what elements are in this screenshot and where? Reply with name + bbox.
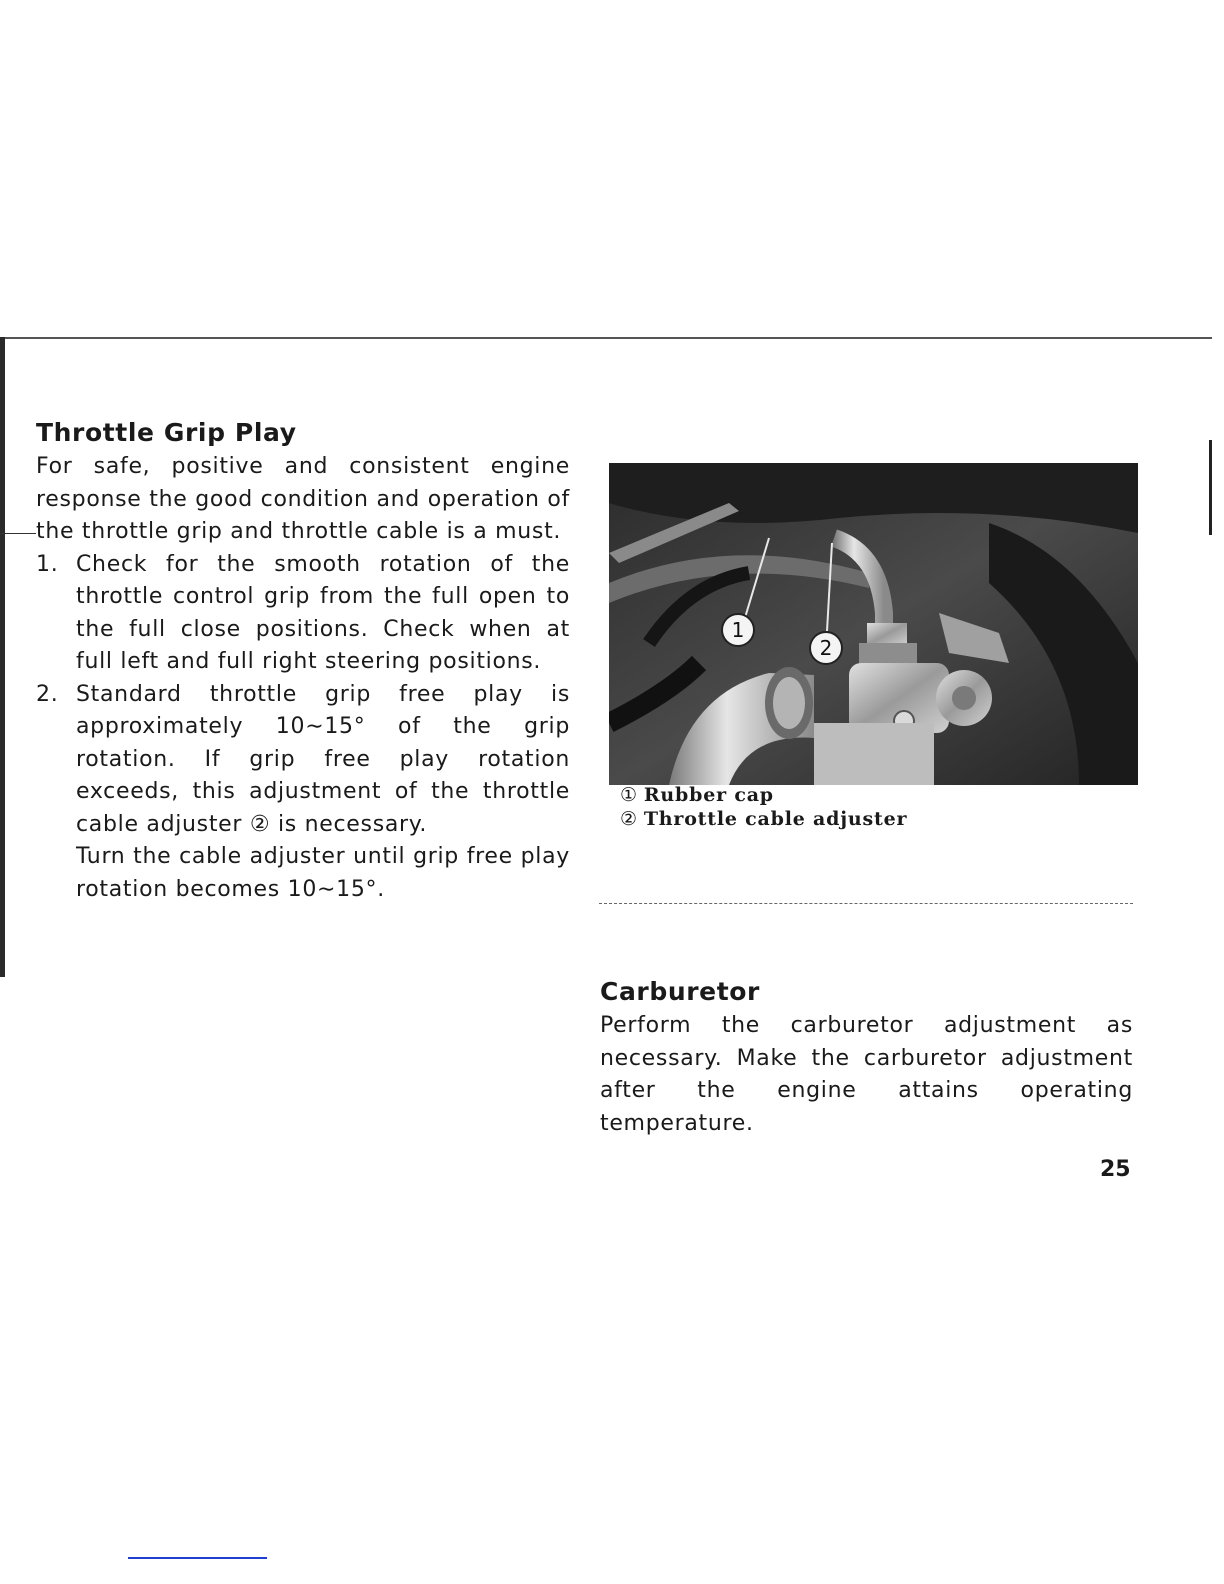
throttle-heading: Throttle Grip Play <box>36 418 297 447</box>
caption-line <box>620 807 907 831</box>
step-number: 2. <box>36 681 59 707</box>
caption-line <box>620 783 907 807</box>
figure-caption <box>620 783 907 831</box>
bottom-blue-line <box>128 1557 267 1559</box>
step-item <box>36 679 570 907</box>
bottom-left-rule <box>0 533 36 534</box>
callout-2-icon: 2 <box>809 631 843 665</box>
caption-text: Throttle cable adjuster <box>643 808 908 830</box>
throttle-steps <box>36 549 570 907</box>
left-edge-bar <box>0 337 5 977</box>
top-rule <box>0 337 1212 339</box>
throttle-section <box>36 418 570 906</box>
carburetor-section <box>600 977 1133 1140</box>
throttle-intro: For safe, positive and consistent engine response the good condition and operation of the throttle grip and throttle cable is a must. <box>36 454 570 544</box>
step-number: 1. <box>36 551 59 577</box>
page-number: 25 <box>1100 1157 1131 1182</box>
caption-mark: ② <box>620 808 638 830</box>
right-edge-bar <box>1209 440 1212 535</box>
carburetor-photo <box>609 463 1138 785</box>
caption-mark: ① <box>620 784 638 806</box>
carburetor-body: Perform the carburetor adjustment as necessary. Make the carburetor adjustment after the engine attains operating temperature. <box>600 1013 1133 1136</box>
step-paragraph: Standard throttle grip free play is approximately 10∼15° of the grip rotation. If grip free play rotation exceeds, this adjustment of the throttle cable adjuster ② is necessary. <box>76 681 570 837</box>
carburetor-heading: Carburetor <box>600 977 760 1006</box>
callout-1-icon: 1 <box>721 613 755 647</box>
step-paragraph: Turn the cable adjuster until grip free play rotation becomes 10∼15°. <box>76 844 570 902</box>
caption-text: Rubber cap <box>643 784 774 806</box>
step-item <box>36 549 570 679</box>
section-divider <box>599 903 1133 904</box>
step-paragraph: Check for the smooth rotation of the throttle control grip from the full open to the full close positions. Check when at full left and full right steering positions. <box>76 551 570 674</box>
